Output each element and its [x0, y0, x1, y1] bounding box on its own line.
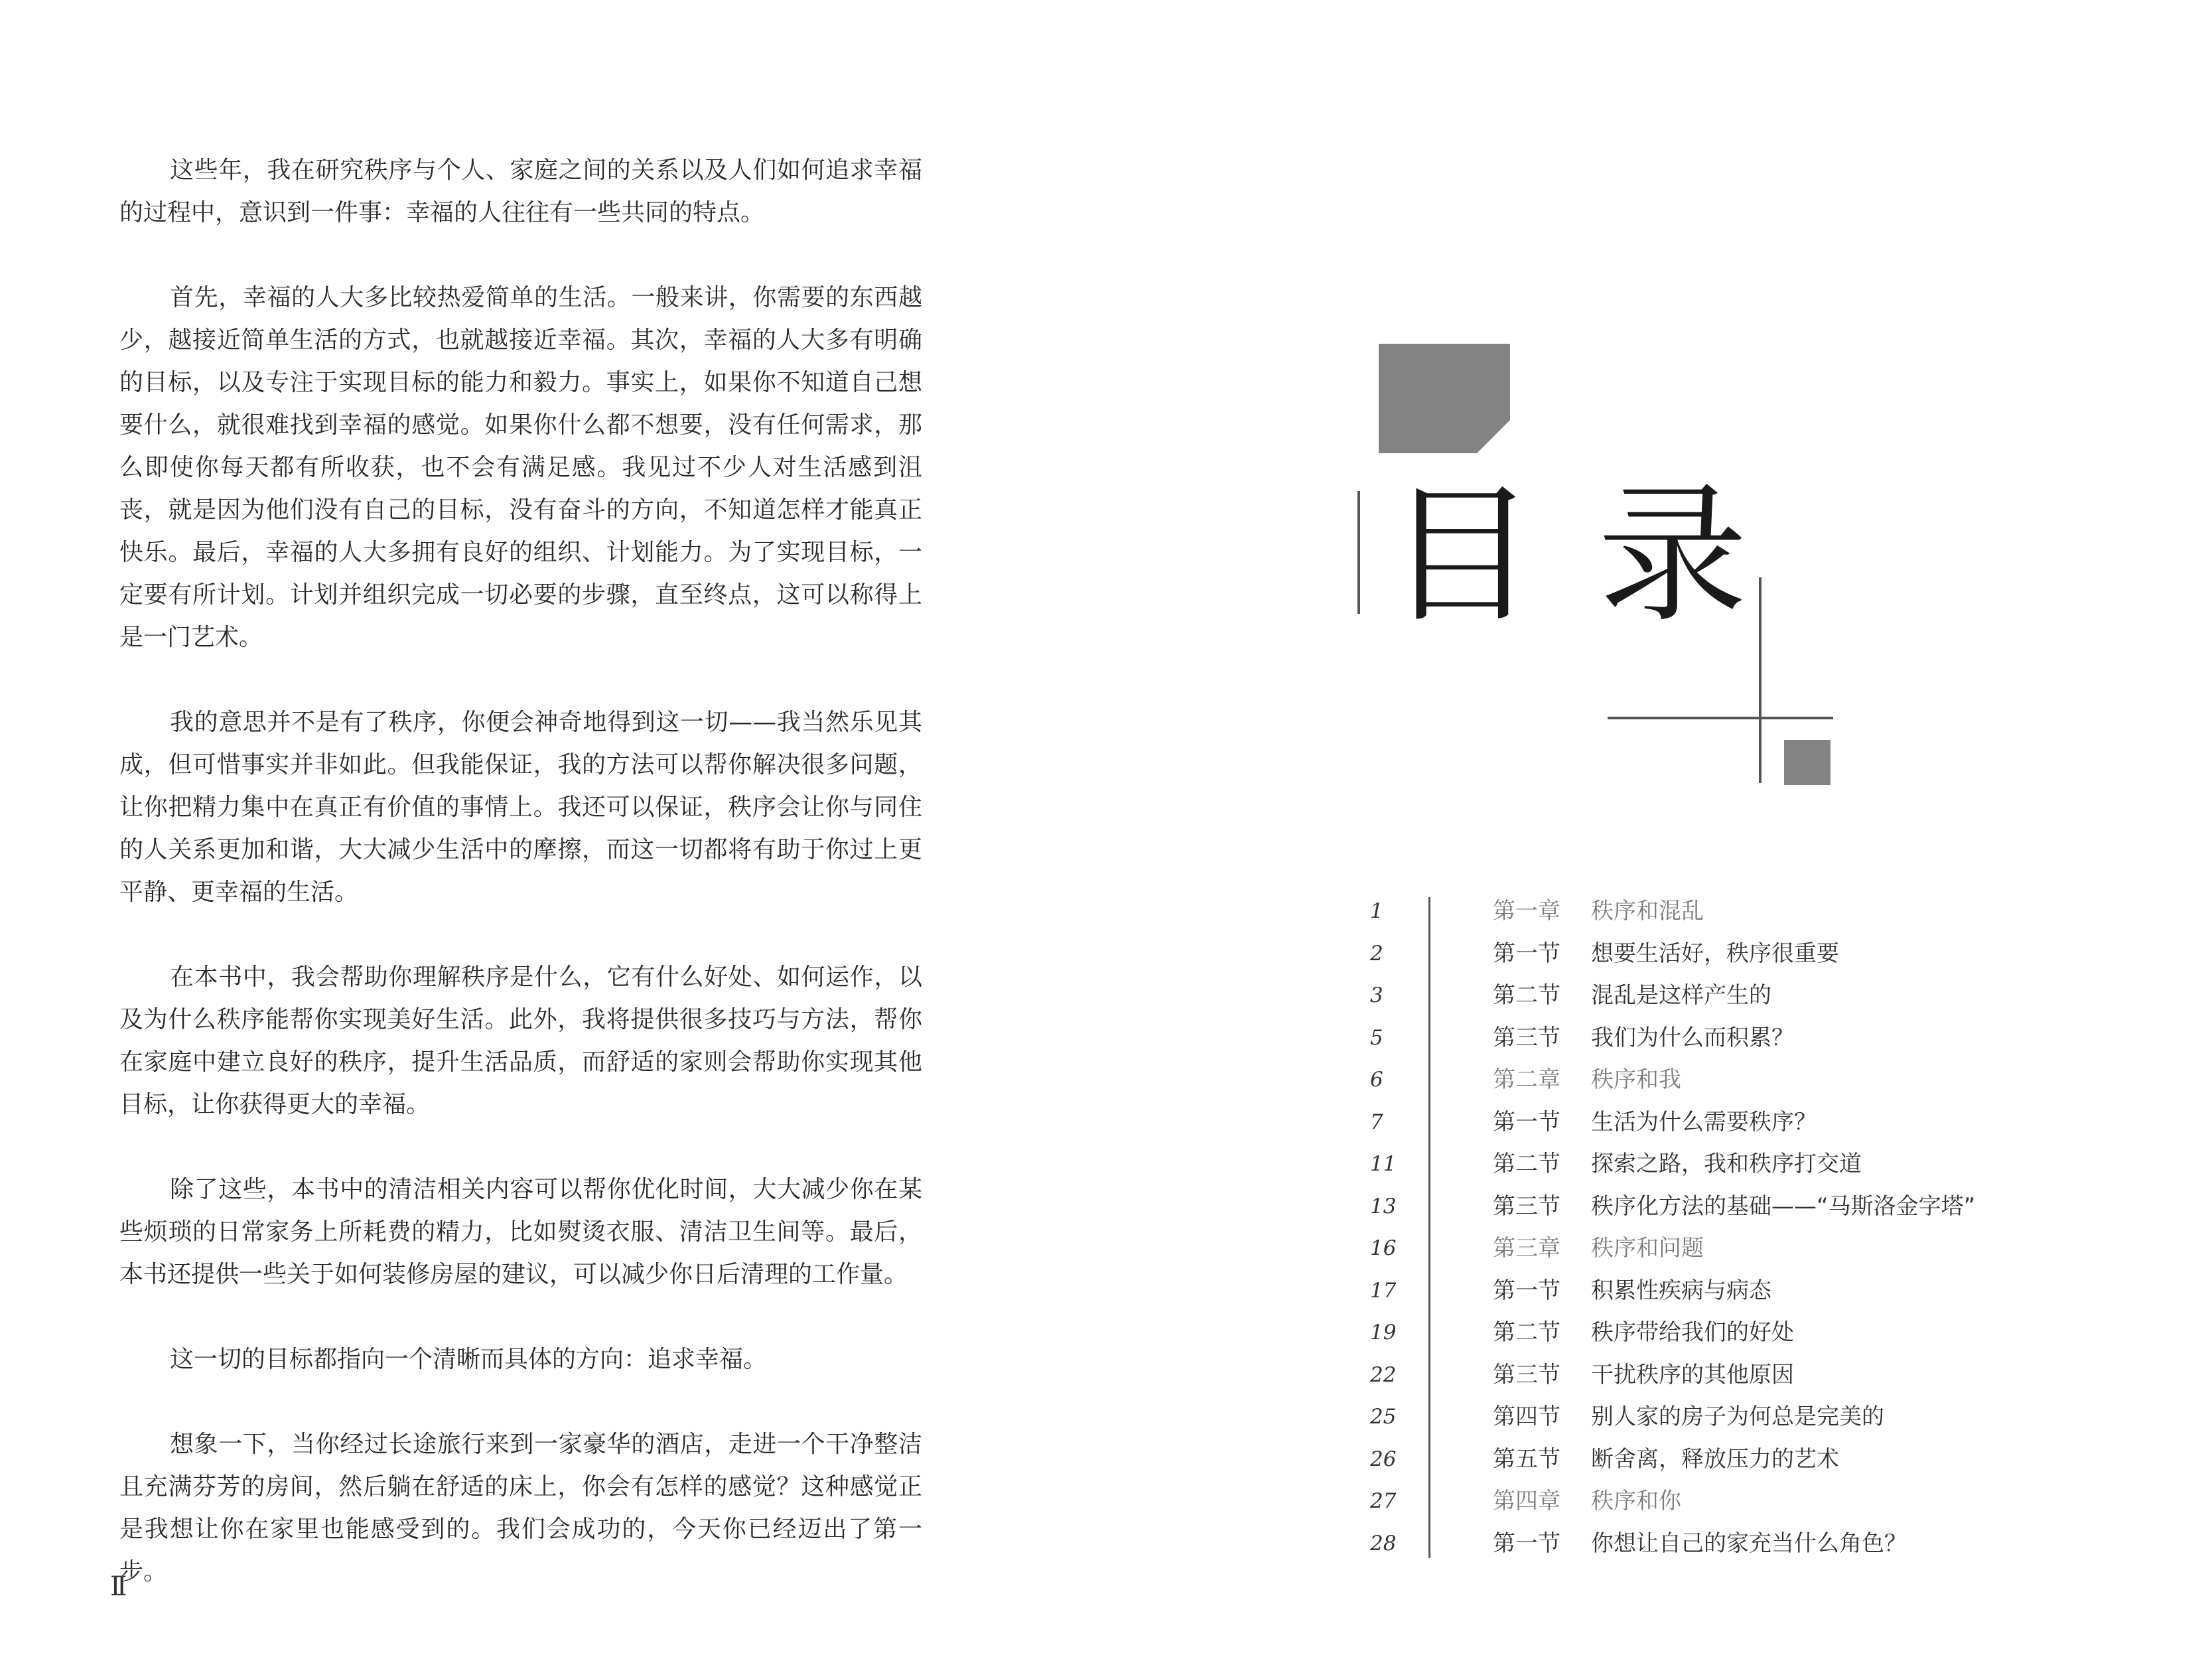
toc-entry-label: 第三节 — [1493, 1192, 1560, 1220]
toc-entry-title: 秩序化方法的基础——“马斯洛金字塔” — [1591, 1192, 1976, 1220]
toc-chapter-row[interactable] — [1370, 891, 2034, 933]
toc-section-row[interactable] — [1370, 1396, 2034, 1439]
toc-page-number: 28 — [1370, 1531, 1397, 1555]
toc-entry-label: 第四节 — [1493, 1404, 1560, 1430]
toc-entry-label: 第一节 — [1493, 1530, 1560, 1557]
table-of-contents — [1370, 891, 2034, 1565]
toc-entry-label: 第三节 — [1493, 1361, 1560, 1388]
paragraph: 想象一下，当你经过长途旅行来到一家豪华的酒店，走进一个干净整洁且充满芬芳的房间，然后躺在舒适的床上，你会有怎样的感觉？这种感觉正是我想让你在家里也能感受到的。我们会成功的，今天你已经迈出了第一步。 — [119, 1431, 922, 1585]
toc-section-row[interactable] — [1370, 1186, 2034, 1228]
toc-page-number: 22 — [1370, 1362, 1397, 1387]
toc-page-number: 7 — [1370, 1110, 1383, 1134]
toc-entry-label: 第二章 — [1493, 1066, 1560, 1093]
toc-entry-label: 第二节 — [1493, 1319, 1560, 1346]
toc-entry-title: 混乱是这样产生的 — [1591, 982, 1771, 1009]
toc-entry-title: 探索之路，我和秩序打交道 — [1591, 1151, 1862, 1177]
small-square — [1784, 740, 1831, 785]
paragraph: 这些年，我在研究秩序与个人、家庭之间的关系以及人们如何追求幸福的过程中，意识到一件事：幸福的人往往有一些共同的特点。 — [119, 157, 922, 226]
toc-section-row[interactable] — [1370, 1143, 2034, 1186]
toc-title-char-2: 录 — [1598, 469, 1748, 643]
toc-entry-title: 想要生活好，秩序很重要 — [1591, 940, 1839, 967]
paragraph: 我的意思并不是有了秩序，你便会神奇地得到这一切——我当然乐见其成，但可惜事实并非如此。但我能保证，我的方法可以帮你解决很多问题，让你把精力集中在真正有价值的事情上。我还可以保证，秩序会让你与同住的人关系更加和谐，大大减少生活中的摩擦，而这一切都将有助于你过上更平静、更幸福的生活。 — [119, 709, 922, 906]
toc-page-number: 17 — [1370, 1278, 1397, 1303]
toc-page-number: 6 — [1370, 1068, 1383, 1092]
toc-entry-title: 你想让自己的家充当什么角色？ — [1591, 1530, 1907, 1557]
toc-entry-title: 秩序和我 — [1591, 1066, 1681, 1093]
toc-entry-title: 生活为什么需要秩序？ — [1591, 1108, 1817, 1135]
toc-entry-label: 第一节 — [1493, 940, 1560, 967]
toc-section-row[interactable] — [1370, 975, 2034, 1017]
toc-page-number: 27 — [1370, 1489, 1397, 1513]
toc-entry-title: 我们为什么而积累？ — [1591, 1024, 1794, 1051]
toc-entry-label: 第一节 — [1493, 1108, 1560, 1135]
toc-section-row[interactable] — [1370, 1017, 2034, 1060]
toc-section-row[interactable] — [1370, 1439, 2034, 1481]
paragraph: 这一切的目标都指向一个清晰而具体的方向：追求幸福。 — [170, 1346, 768, 1373]
toc-page-number: 13 — [1370, 1194, 1397, 1218]
toc-entry-label: 第五节 — [1493, 1445, 1560, 1473]
toc-entry-title: 干扰秩序的其他原因 — [1591, 1361, 1794, 1388]
toc-page-number: 16 — [1370, 1236, 1397, 1260]
toc-entry-title: 积累性疾病与病态 — [1591, 1277, 1771, 1304]
toc-page-number: 2 — [1370, 941, 1383, 966]
toc-chapter-row[interactable] — [1370, 1228, 2034, 1270]
toc-page-number: 3 — [1370, 983, 1383, 1007]
page-number: II — [110, 1571, 123, 1602]
paragraph: 除了这些，本书中的清洁相关内容可以帮你优化时间，大大减少你在某些烦琐的日常家务上所耗费的精力，比如熨烫衣服、清洁卫生间等。最后，本书还提供一些关于如何装修房屋的建议，可以减少你日后清理的工作量。 — [119, 1176, 922, 1288]
paragraph: 首先，幸福的人大多比较热爱简单的生活。一般来讲，你需要的东西越少，越接近简单生活的方式，也就越接近幸福。其次，幸福的人大多有明确的目标，以及专注于实现目标的能力和毅力。事实上，如果你不知道自己想要什么，就很难找到幸福的感觉。如果你什么都不想要，没有任何需求，那么即使你每天都有所收获，也不会有满足感。我见过不少人对生活感到沮丧，就是因为他们没有自己的目标，没有奋斗的方向，不知道怎样才能真正快乐。最后，幸福的人大多拥有良好的组织、计划能力。为了实现目标，一定要有所计划。计划并组织完成一切必要的步骤，直至终点，这可以称得上是一门艺术。 — [119, 284, 922, 651]
toc-entry-label: 第二节 — [1493, 1151, 1560, 1177]
toc-section-row[interactable] — [1370, 1102, 2034, 1144]
toc-section-row[interactable] — [1370, 1270, 2034, 1313]
toc-chapter-row[interactable] — [1370, 1059, 2034, 1102]
toc-entry-title: 秩序和问题 — [1591, 1235, 1704, 1262]
toc-entry-label: 第一节 — [1493, 1277, 1560, 1304]
toc-entry-title: 秩序带给我们的好处 — [1591, 1319, 1794, 1346]
toc-page-number: 1 — [1370, 899, 1383, 923]
toc-title-char-1: 目 — [1387, 469, 1537, 643]
paragraph: 在本书中，我会帮助你理解秩序是什么，它有什么好处、如何运作，以及为什么秩序能帮你实现美好生活。此外，我将提供很多技巧与方法，帮你在家庭中建立良好的秩序，提升生活品质，而舒适的家则会帮助你实现其他目标，让你获得更大的幸福。 — [119, 964, 922, 1118]
toc-entry-title: 断舍离，释放压力的艺术 — [1591, 1445, 1839, 1473]
toc-chapter-row[interactable] — [1370, 1480, 2034, 1523]
toc-page-number: 25 — [1370, 1405, 1397, 1429]
toc-page-number: 5 — [1370, 1025, 1383, 1050]
toc-section-row[interactable] — [1370, 1312, 2034, 1354]
toc-section-row[interactable] — [1370, 1354, 2034, 1397]
toc-entry-label: 第四章 — [1493, 1488, 1560, 1514]
corner-cut-square — [1379, 344, 1510, 453]
toc-page-number: 11 — [1370, 1152, 1397, 1176]
toc-entry-title: 别人家的房子为何总是完美的 — [1591, 1404, 1884, 1430]
toc-entry-label: 第二节 — [1493, 982, 1560, 1009]
toc-page-number: 26 — [1370, 1447, 1397, 1471]
toc-entry-label: 第一章 — [1493, 898, 1560, 924]
toc-section-row[interactable] — [1370, 1523, 2034, 1565]
toc-entry-title: 秩序和混乱 — [1591, 898, 1704, 924]
toc-page-number: 19 — [1370, 1321, 1397, 1344]
toc-entry-title: 秩序和你 — [1591, 1488, 1681, 1514]
toc-section-row[interactable] — [1370, 933, 2034, 975]
toc-entry-label: 第三章 — [1493, 1235, 1560, 1262]
toc-entry-label: 第三节 — [1493, 1024, 1560, 1051]
